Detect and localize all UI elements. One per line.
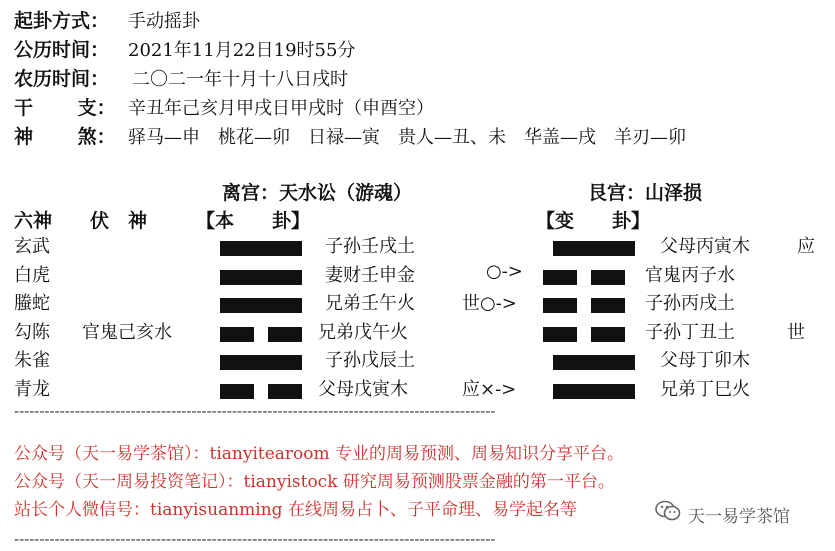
main-yao-text: 兄弟壬午火 [325,293,415,314]
wechat-icon [655,500,681,526]
liushen-god: 玄武 [14,236,50,257]
changed-yao-text: 父母丁卯木 [660,350,750,371]
ad-line-3: 站长个人微信号：tianyisuanming 在线周易占卜、子平命理、易学起名等 [14,500,577,520]
col-liushen: 六神 [14,210,53,232]
changed-hexagram-title: 艮宫：山泽损 [588,182,703,204]
main-yao-text: 妻财壬申金 [325,264,415,286]
change-mark: ○-> [486,260,523,282]
col-changed-hexagram: 【变 卦】 [536,210,651,232]
solar-time-label: 公历时间： [14,39,110,61]
liushen-god: 螣蛇 [14,293,50,314]
ad-line-1: 公众号（天一易学茶馆）：tianyitearoom 专业的周易预测、周易知识分享平台。 [14,444,625,464]
main-yao-text: 父母戊寅木 [318,378,408,400]
main-yao-yin-segment [220,384,254,399]
shensha-label: 神 煞： [14,126,116,148]
liushen-god: 白虎 [14,264,50,286]
changed-yao-yin-segment [591,298,625,313]
changed-yao-text: 子孙丙戌土 [645,293,735,314]
changed-yao-yin-segment [543,298,577,313]
shi-ying-mark: 应 [797,236,815,257]
main-yao-text: 兄弟戊午火 [318,321,408,343]
main-yao-text: 子孙壬戌土 [325,236,415,257]
main-yao-yang-line [220,355,302,370]
main-yao-yin-segment [220,327,254,342]
lunar-time-value: 二〇二一年十月十八日戌时 [132,69,348,90]
method-label: 起卦方式： [14,10,110,32]
changed-yao-yin-segment [543,327,577,342]
divider-top: ----------------------------------------------------------------------------------------------- [14,402,496,420]
changed-yao-text: 父母丙寅木 [660,236,750,257]
liushen-god: 勾陈 [14,321,50,343]
solar-time-value: 2021年11月22日19时55分 [128,40,356,61]
changed-yao-text: 兄弟丁巳火 [660,378,750,400]
liushen-god: 青龙 [14,378,50,400]
liushen-god: 朱雀 [14,350,50,371]
divider-bottom: ----------------------------------------------------------------------------------------------- [14,530,496,548]
watermark-text: 天一易学茶馆 [688,507,790,527]
col-main-hexagram: 【本 卦】 [196,210,311,232]
change-mark: 应×-> [462,378,517,400]
main-hexagram-title: 离宫：天水讼（游魂） [222,182,413,204]
change-mark: 世○-> [462,293,517,314]
changed-yao-yin-segment [591,270,625,285]
ad-line-2: 公众号（天一周易投资笔记）：tianyistock 研究周易预测股票金融的第一平台。 [14,472,615,492]
fushen: 官鬼己亥水 [82,321,172,343]
lunar-time-label: 农历时间： [14,68,110,90]
ganzhi-label: 干 支： [14,97,116,119]
changed-yao-yang-line [553,241,635,256]
changed-yao-yang-line [553,384,635,399]
shi-ying-mark: 世 [787,321,805,343]
changed-yao-yang-line [553,355,635,370]
changed-yao-yin-segment [591,327,625,342]
shensha-value: 驿马—申 桃花—卯 日禄—寅 贵人—丑、未 华盖—戌 羊刃—卯 [128,127,686,148]
main-yao-text: 子孙戊辰土 [325,350,415,371]
changed-yao-text: 子孙丁丑土 [645,321,735,343]
col-fushen: 伏 神 [90,210,148,232]
main-yao-yang-line [220,298,302,313]
changed-yao-yin-segment [543,270,577,285]
ganzhi-value: 辛丑年己亥月甲戌日甲戌时（申酉空） [128,98,434,119]
main-yao-yin-segment [268,327,302,342]
main-yao-yang-line [220,270,302,285]
main-yao-yin-segment [268,384,302,399]
main-yao-yang-line [220,241,302,256]
method-value: 手动摇卦 [128,11,200,32]
changed-yao-text: 官鬼丙子水 [645,264,735,286]
